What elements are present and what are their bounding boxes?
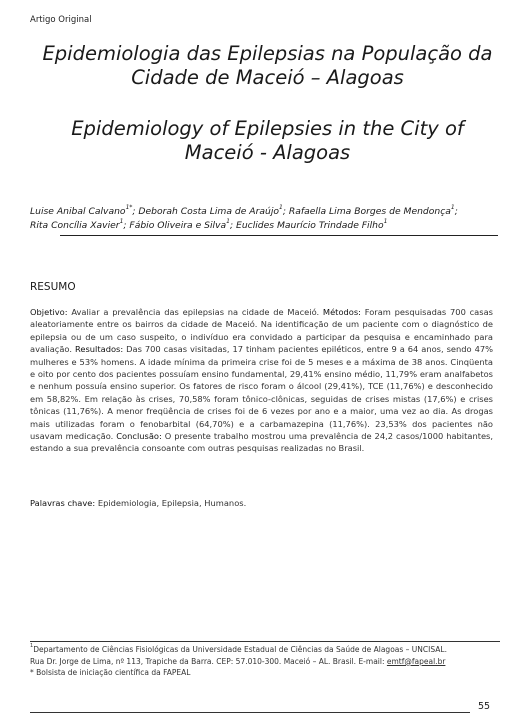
keywords-label: Palavras chave: bbox=[30, 498, 96, 508]
author-name: Deborah Costa Lima de Araújo bbox=[138, 206, 279, 217]
title-portuguese bbox=[30, 42, 505, 90]
conclusao-label: Conclusão: bbox=[116, 431, 162, 442]
objetivo-label: Objetivo: bbox=[30, 307, 68, 317]
email-link[interactable]: emtf@fapeal.br bbox=[386, 656, 446, 666]
abstract-paragraph bbox=[30, 306, 493, 455]
title-pt-line2: Cidade de Maceió – Alagoas bbox=[131, 66, 404, 89]
title-english bbox=[30, 117, 505, 165]
conclusao-text: O presente trabalho mostrou uma prevalência de 24,2 casos/1000 habitantes, estando a sua prevalência consoante com outras pesquisas realizadas no Brasil. bbox=[30, 431, 494, 454]
author-affiliation-mark: 1 bbox=[279, 204, 283, 211]
author-name: Euclides Maurício Trindade Filho bbox=[236, 220, 384, 231]
page-number: 55 bbox=[478, 701, 491, 712]
title-pt-line1: Epidemiologia das Epilepsias na População da bbox=[42, 42, 493, 65]
author-affiliation-mark: 1 bbox=[226, 218, 230, 225]
author-affiliation-mark: 1 bbox=[450, 204, 455, 211]
affiliation-text: Departamento de Ciências Fisiológicas da Universidade Estadual de Ciências da Saúde de Alagoas – UNCISAL. bbox=[33, 645, 447, 654]
objetivo-text: Avaliar a prevalência das epilepsias na cidade de Maceió. bbox=[71, 307, 320, 317]
address-text: Rua Dr. Jorge de Lima, nº 113, Trapiche da Barra. CEP: 57.010-300. Maceió – AL. Brasil. E-mail: bbox=[30, 656, 385, 666]
author-affiliation-mark: 1* bbox=[125, 204, 133, 211]
author-line-2: Rita Concília Xavier$^1$; Fábio Oliveira e Silva$^1$; Euclides Maurício Trindade Filho$^1$ bbox=[30, 218, 388, 231]
metodos-label: Métodos: bbox=[322, 307, 361, 317]
author-list bbox=[30, 205, 500, 233]
author-name: Rafaella Lima Borges de Mendonça bbox=[288, 206, 451, 217]
author-line-1: Luise Anibal Calvano$^{1*}$; Deborah Costa Lima de Araújo$^1$; Rafaella Lima Borges de Mendonça$^1$; bbox=[30, 204, 458, 217]
metodos-text: Foram pesquisadas 700 casas aleatoriamente entre os bairros da cidade de Maceió. Na identificação de um paciente com o diagnóstico de epilepsia ou de um caso suspeito, o indivíduo era convidado a participar da pesquisa e encaminhado para avaliação. bbox=[30, 307, 493, 355]
author-divider bbox=[60, 235, 498, 236]
author-name: Rita Concília Xavier bbox=[30, 220, 120, 231]
page-bottom-rule bbox=[30, 712, 470, 713]
author-affiliation-mark: 1 bbox=[383, 218, 388, 225]
keywords bbox=[30, 498, 246, 508]
affiliation-mark: 1 bbox=[30, 643, 34, 649]
resultados-text: Das 700 casas visitadas, 17 tinham pacientes epiléticos, entre 9 a 64 anos, sendo 47% mulheres e 53% homens. A idade mínima da primeira crise foi de 5 meses e a máxima de 38 anos. Cinqüenta e oito por cento dos pacientes possuíam ensino fundamental, 29,41% ensino médio, 11,79% eram analfabetos e nenhum possuía ensino superior. Os fatores de risco foram o álcool (29,41%), TCE (11,76%) e desconhecido em 58,82%. Em relação às crises, 70,58% foram tônico-clônicas, seguidas de crises mistas (17,6%) e crises tônicas (11,76%). A menor freqüência de crises foi de 6 vezes por ano e a maior, uma vez ao dia. As drogas mais utilizadas foram o fenobarbital (64,70%) e a carbamazepina (11,76%). 23,53% dos pacientes não usavam medicação. bbox=[30, 344, 494, 442]
resumo-heading: RESUMO bbox=[30, 281, 76, 293]
footnotes bbox=[30, 644, 500, 679]
title-en-line1: Epidemiology of Epilepsies in the City of bbox=[71, 117, 464, 140]
author-name: Luise Anibal Calvano bbox=[30, 206, 126, 217]
affiliation-line-2 bbox=[30, 656, 500, 668]
title-en-line2: Maceió - Alagoas bbox=[184, 141, 351, 164]
affiliation-line-1 bbox=[30, 644, 500, 656]
abstract-body bbox=[30, 306, 493, 455]
author-affiliation-mark: 1 bbox=[119, 218, 124, 225]
section-label: Artigo Original bbox=[30, 15, 92, 25]
author-name: Fábio Oliveira e Silva bbox=[129, 220, 227, 231]
scholar-note: * Bolsista de iniciação científica da FAPEAL bbox=[30, 668, 191, 677]
keywords-text: Epidemiologia, Epilepsia, Humanos. bbox=[97, 498, 247, 508]
footnote-divider bbox=[30, 641, 500, 642]
resultados-label: Resultados: bbox=[74, 344, 124, 355]
